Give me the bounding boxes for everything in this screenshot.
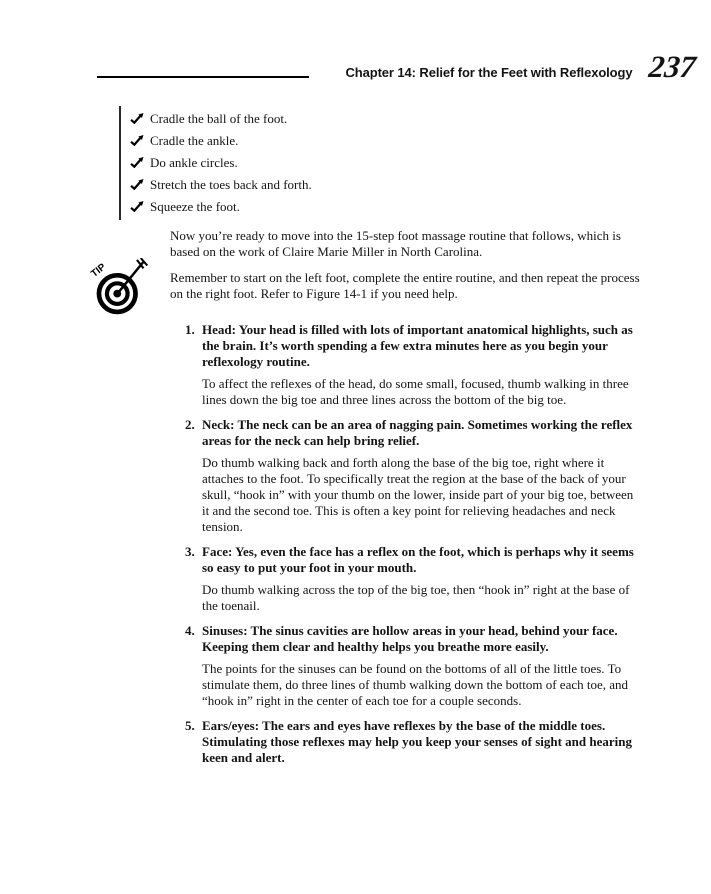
intro-paragraph: Now you’re ready to move into the 15-step foot massage routine that follows, which is based on the work of Claire Marie Miller in North Carolina. (170, 228, 621, 259)
steps-list (185, 322, 642, 775)
header-rule (97, 76, 309, 78)
step-item (185, 623, 642, 709)
step-lead: Ears/eyes: The ears and eyes have reflexes by the base of the middle toes. Stimulating those reflexes may help you keep your senses of sight and hearing keen and alert. (202, 718, 632, 765)
step-body: To affect the reflexes of the head, do some small, focused, thumb walking in three lines down the big toe and three lines across the bottom of the big toe. (202, 376, 629, 407)
page-header (97, 49, 697, 84)
step-body: The points for the sinuses can be found on the bottoms of all of the little toes. To stimulate them, do three lines of thumb walking down the bottom of each toe, and “hook in” right in the center of each toe for a couple seconds. (202, 661, 629, 708)
step-item (185, 544, 642, 614)
step-content (202, 322, 642, 408)
tip-section (90, 258, 642, 323)
step-number: 4. (185, 623, 195, 638)
checklist-item (130, 152, 312, 174)
step-content (202, 417, 642, 535)
step-body: Do thumb walking back and forth along the base of the big toe, right where it attaches to the foot. To specifically treat the region at the base of the back of your skull, “hook in” with your thumb on the lower, inside part of your big toe, between it and the second toe. This is often a key point for relieving headaches and neck tension. (202, 455, 634, 534)
step-content (202, 623, 642, 709)
step-item (185, 322, 642, 408)
step-number: 5. (185, 718, 195, 733)
tip-icon-label: TIP (90, 261, 109, 280)
checklist-item (130, 108, 312, 130)
checklist-item-label: Cradle the ankle. (150, 133, 239, 148)
chapter-title: Chapter 14: Relief for the Feet with Reflexology (345, 65, 633, 80)
step-content (202, 544, 642, 614)
checklist-item-label: Squeeze the foot. (150, 199, 240, 214)
step-number: 1. (185, 322, 195, 337)
check-icon (130, 175, 146, 197)
step-body: Do thumb walking across the top of the big toe, then “hook in” right at the base of the toenail. (202, 582, 630, 613)
step-number: 2. (185, 417, 195, 432)
check-icon (130, 131, 146, 153)
step-item (185, 417, 642, 535)
step-content (202, 718, 642, 766)
check-icon (130, 197, 146, 219)
check-icon (130, 153, 146, 175)
tip-target-icon (90, 258, 170, 323)
tip-paragraph: Remember to start on the left foot, complete the entire routine, and then repeat the process on the right foot. Refer to Figure 14-1 if you need help. (170, 270, 640, 301)
checklist-item (130, 196, 312, 218)
checklist-item (130, 174, 312, 196)
step-lead: Sinuses: The sinus cavities are hollow areas in your head, behind your face. Keeping them clear and healthy helps you breathe more easily. (202, 623, 618, 654)
page-number: 237 (646, 49, 697, 84)
checklist-item-label: Do ankle circles. (150, 155, 238, 170)
checklist (119, 106, 312, 220)
check-icon (130, 109, 146, 131)
step-lead: Head: Your head is filled with lots of important anatomical highlights, such as the brain. It’s worth spending a few extra minutes here as you begin your reflexology routine. (202, 322, 633, 369)
step-lead: Neck: The neck can be an area of nagging pain. Sometimes working the reflex areas for the neck can help bring relief. (202, 417, 633, 448)
step-number: 3. (185, 544, 195, 559)
step-item (185, 718, 642, 766)
checklist-item (130, 130, 312, 152)
checklist-item-label: Cradle the ball of the foot. (150, 111, 288, 126)
step-lead: Face: Yes, even the face has a reflex on the foot, which is perhaps why it seems so easy to put your foot in your mouth. (202, 544, 634, 575)
checklist-item-label: Stretch the toes back and forth. (150, 177, 312, 192)
